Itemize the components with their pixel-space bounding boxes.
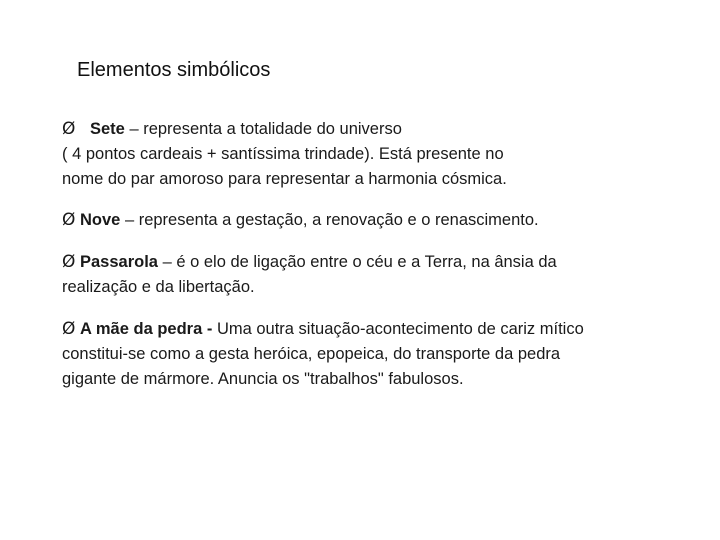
bullet-item-nove xyxy=(62,208,642,233)
bullet-text: Uma outra situação-acontecimento de cariz mítico constitui-se como a gesta heróica, epopeica, do transporte da pedra gigante de mármore. Anuncia os "trabalhos" fabulosos. xyxy=(62,320,584,388)
bullet-term: Nove xyxy=(80,211,121,229)
arrow-bullet-icon: Ø xyxy=(62,319,76,339)
arrow-bullet-icon: Ø xyxy=(62,210,76,230)
arrow-bullet-icon: Ø xyxy=(62,119,76,139)
bullet-item-passarola xyxy=(62,250,582,300)
slide-title: Elementos simbólicos xyxy=(77,59,271,81)
bullet-term: Sete xyxy=(90,120,125,138)
bullet-term: Passarola xyxy=(80,253,158,271)
arrow-bullet-icon: Ø xyxy=(62,252,76,272)
bullet-item-sete xyxy=(62,117,642,192)
bullet-text: – é o elo de ligação entre o céu e a Terra, na ânsia da realização e da libertação. xyxy=(62,253,557,296)
slide-body xyxy=(62,117,642,409)
bullet-continuation: ( 4 pontos cardeais + santíssima trindade). Está presente no nome do par amoroso para representar a harmonia cósmica. xyxy=(62,145,507,188)
bullet-term: A mãe da pedra - xyxy=(80,320,213,338)
bullet-item-mae-da-pedra xyxy=(62,317,587,392)
bullet-text: – representa a gestação, a renovação e o renascimento. xyxy=(120,211,539,229)
bullet-text: – representa a totalidade do universo xyxy=(124,120,402,138)
